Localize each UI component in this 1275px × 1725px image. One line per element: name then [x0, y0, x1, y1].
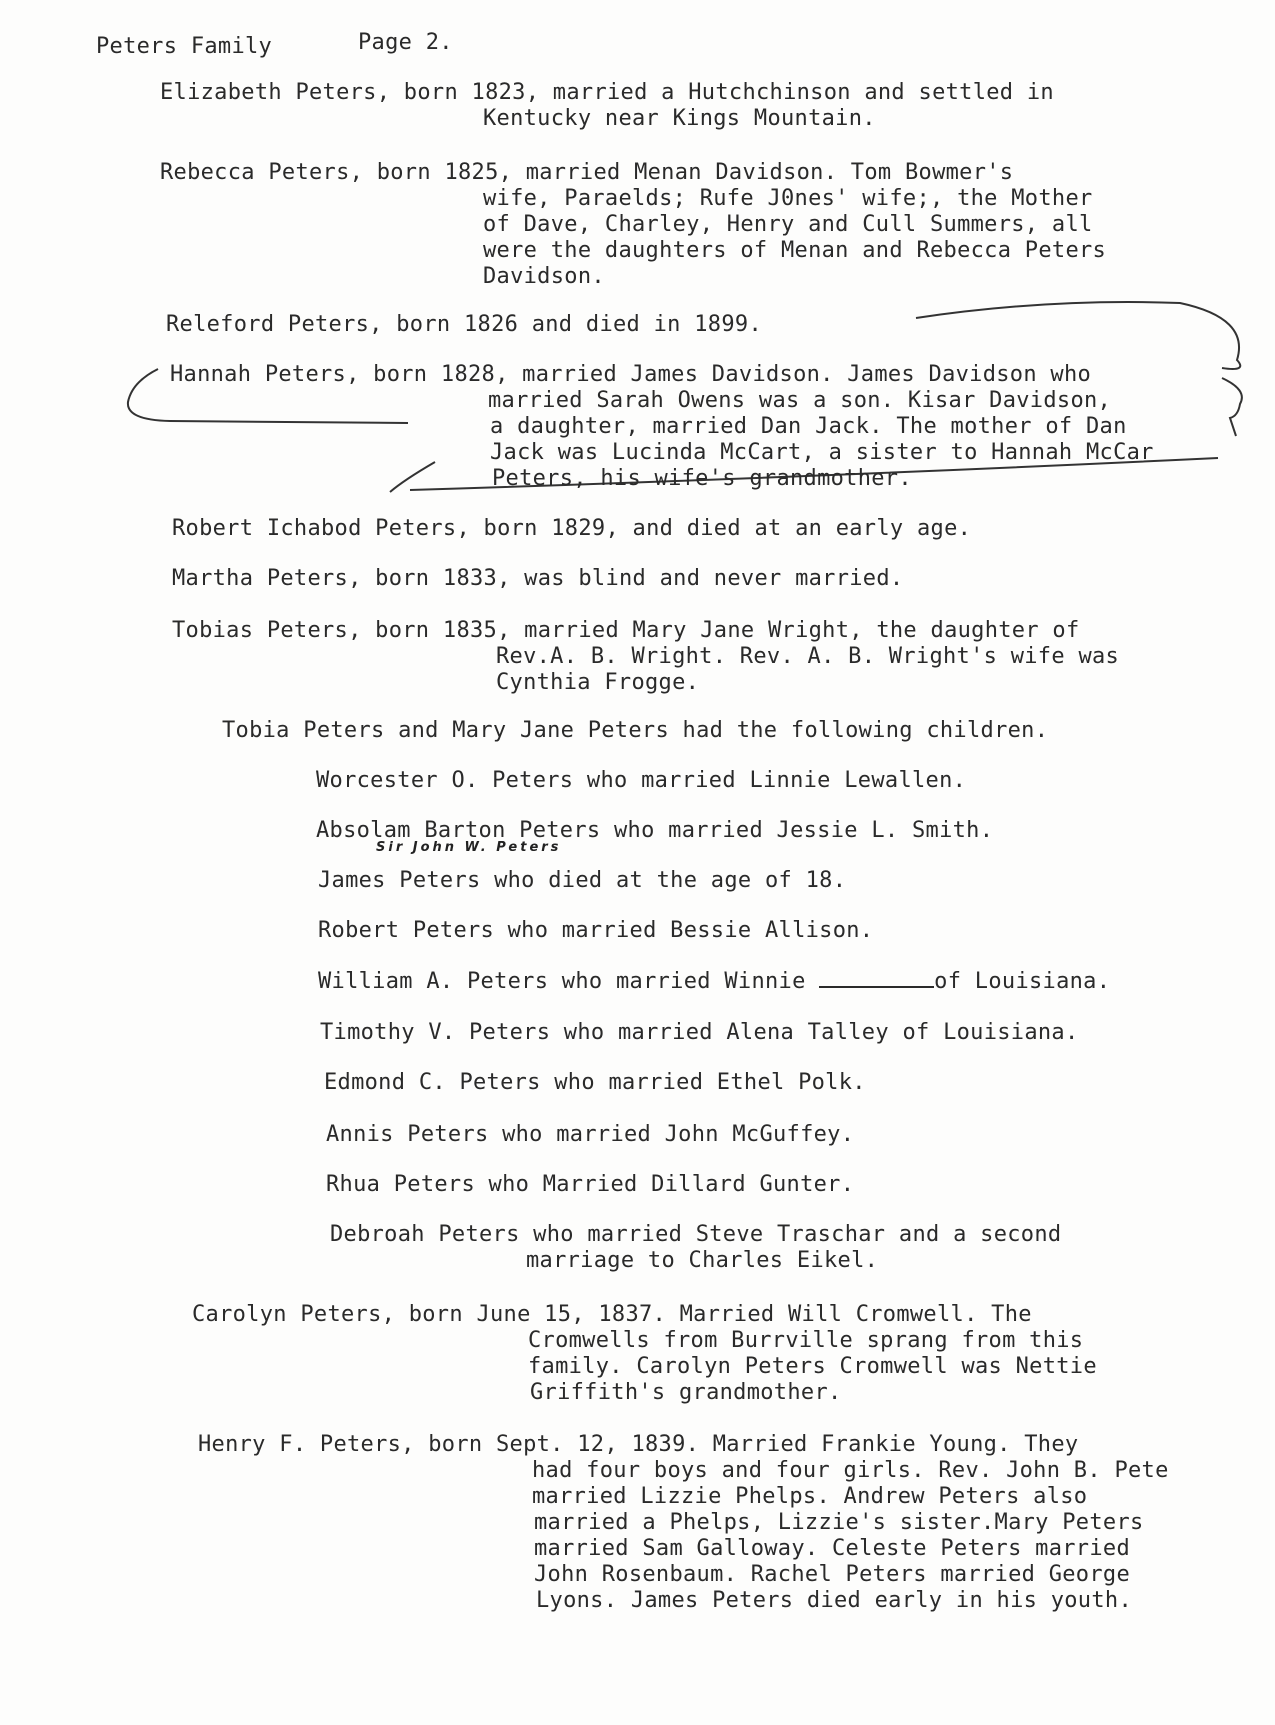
child-text: of Louisiana. [934, 969, 1111, 994]
entry-line: married Lizzie Phelps. Andrew Peters also [532, 1484, 1088, 1509]
children-intro: Tobia Peters and Mary Jane Peters had the following children. [222, 718, 1049, 743]
child-line: Robert Peters who married Bessie Allison. [318, 918, 874, 943]
entry-line: Cynthia Frogge. [496, 670, 700, 695]
entry-line: married a Phelps, Lizzie's sister.Mary Peters [534, 1510, 1144, 1535]
entry-line: were the daughters of Menan and Rebecca Peters [483, 238, 1107, 263]
handwritten-annotation: Sir John W. Peters [376, 840, 562, 855]
entry-line: Elizabeth Peters, born 1823, married a Hutchchinson and settled in [160, 80, 1054, 105]
document-title: Peters Family [96, 34, 273, 59]
child-line: marriage to Charles Eikel. [526, 1248, 879, 1273]
child-text: William A. Peters who married Winnie [318, 969, 806, 994]
entry-line: Lyons. James Peters died early in his youth. [536, 1588, 1132, 1613]
child-line: Rhua Peters who Married Dillard Gunter. [326, 1172, 855, 1197]
entry-line: Releford Peters, born 1826 and died in 1899. [166, 312, 762, 337]
entry-line: married Sarah Owens was a son. Kisar Davidson, [488, 388, 1112, 413]
entry-line: Peters, his wife's grandmother. [492, 466, 912, 491]
entry-line: Henry F. Peters, born Sept. 12, 1839. Married Frankie Young. They [198, 1432, 1079, 1457]
child-line: Worcester O. Peters who married Linnie Lewallen. [316, 768, 967, 793]
entry-line: Kentucky near Kings Mountain. [483, 106, 876, 131]
entry-line: Griffith's grandmother. [530, 1380, 842, 1405]
child-line: Timothy V. Peters who married Alena Talley of Louisiana. [320, 1020, 1079, 1045]
blank-underline [819, 968, 934, 988]
entry-line: a daughter, married Dan Jack. The mother of Dan [490, 414, 1127, 439]
entry-line: family. Carolyn Peters Cromwell was Nettie [528, 1354, 1097, 1379]
child-line: James Peters who died at the age of 18. [318, 868, 847, 893]
entry-line: Rev.A. B. Wright. Rev. A. B. Wright's wife was [496, 644, 1120, 669]
entry-line: wife, Paraelds; Rufe J0nes' wife;, the Mother [483, 186, 1093, 211]
child-line: Debroah Peters who married Steve Traschar and a second [330, 1222, 1062, 1247]
entry-line: Hannah Peters, born 1828, married James Davidson. James Davidson who [170, 362, 1092, 387]
entry-line: Davidson. [483, 264, 605, 289]
entry-line: Robert Ichabod Peters, born 1829, and died at an early age. [172, 516, 972, 541]
entry-line: Jack was Lucinda McCart, a sister to Hannah McCar [490, 440, 1154, 465]
entry-line: of Dave, Charley, Henry and Cull Summers, all [483, 212, 1093, 237]
page-number: Page 2. [358, 30, 453, 55]
entry-line: John Rosenbaum. Rachel Peters married George [534, 1562, 1130, 1587]
entry-line: Rebecca Peters, born 1825, married Menan Davidson. Tom Bowmer's [160, 160, 1014, 185]
child-line: Absolam Barton Peters who married Jessie L. Smith. [316, 818, 994, 843]
entry-line: Carolyn Peters, born June 15, 1837. Married Will Cromwell. The [192, 1302, 1032, 1327]
entry-line: Martha Peters, born 1833, was blind and never married. [172, 566, 904, 591]
entry-line: Tobias Peters, born 1835, married Mary Jane Wright, the daughter of [172, 618, 1080, 643]
entry-line: had four boys and four girls. Rev. John B. Pete [532, 1458, 1169, 1483]
child-line: Edmond C. Peters who married Ethel Polk. [324, 1070, 866, 1095]
child-line [318, 968, 1110, 995]
entry-line: Cromwells from Burrville sprang from this [528, 1328, 1084, 1353]
child-line: Annis Peters who married John McGuffey. [326, 1122, 855, 1147]
entry-line: married Sam Galloway. Celeste Peters married [534, 1536, 1130, 1561]
